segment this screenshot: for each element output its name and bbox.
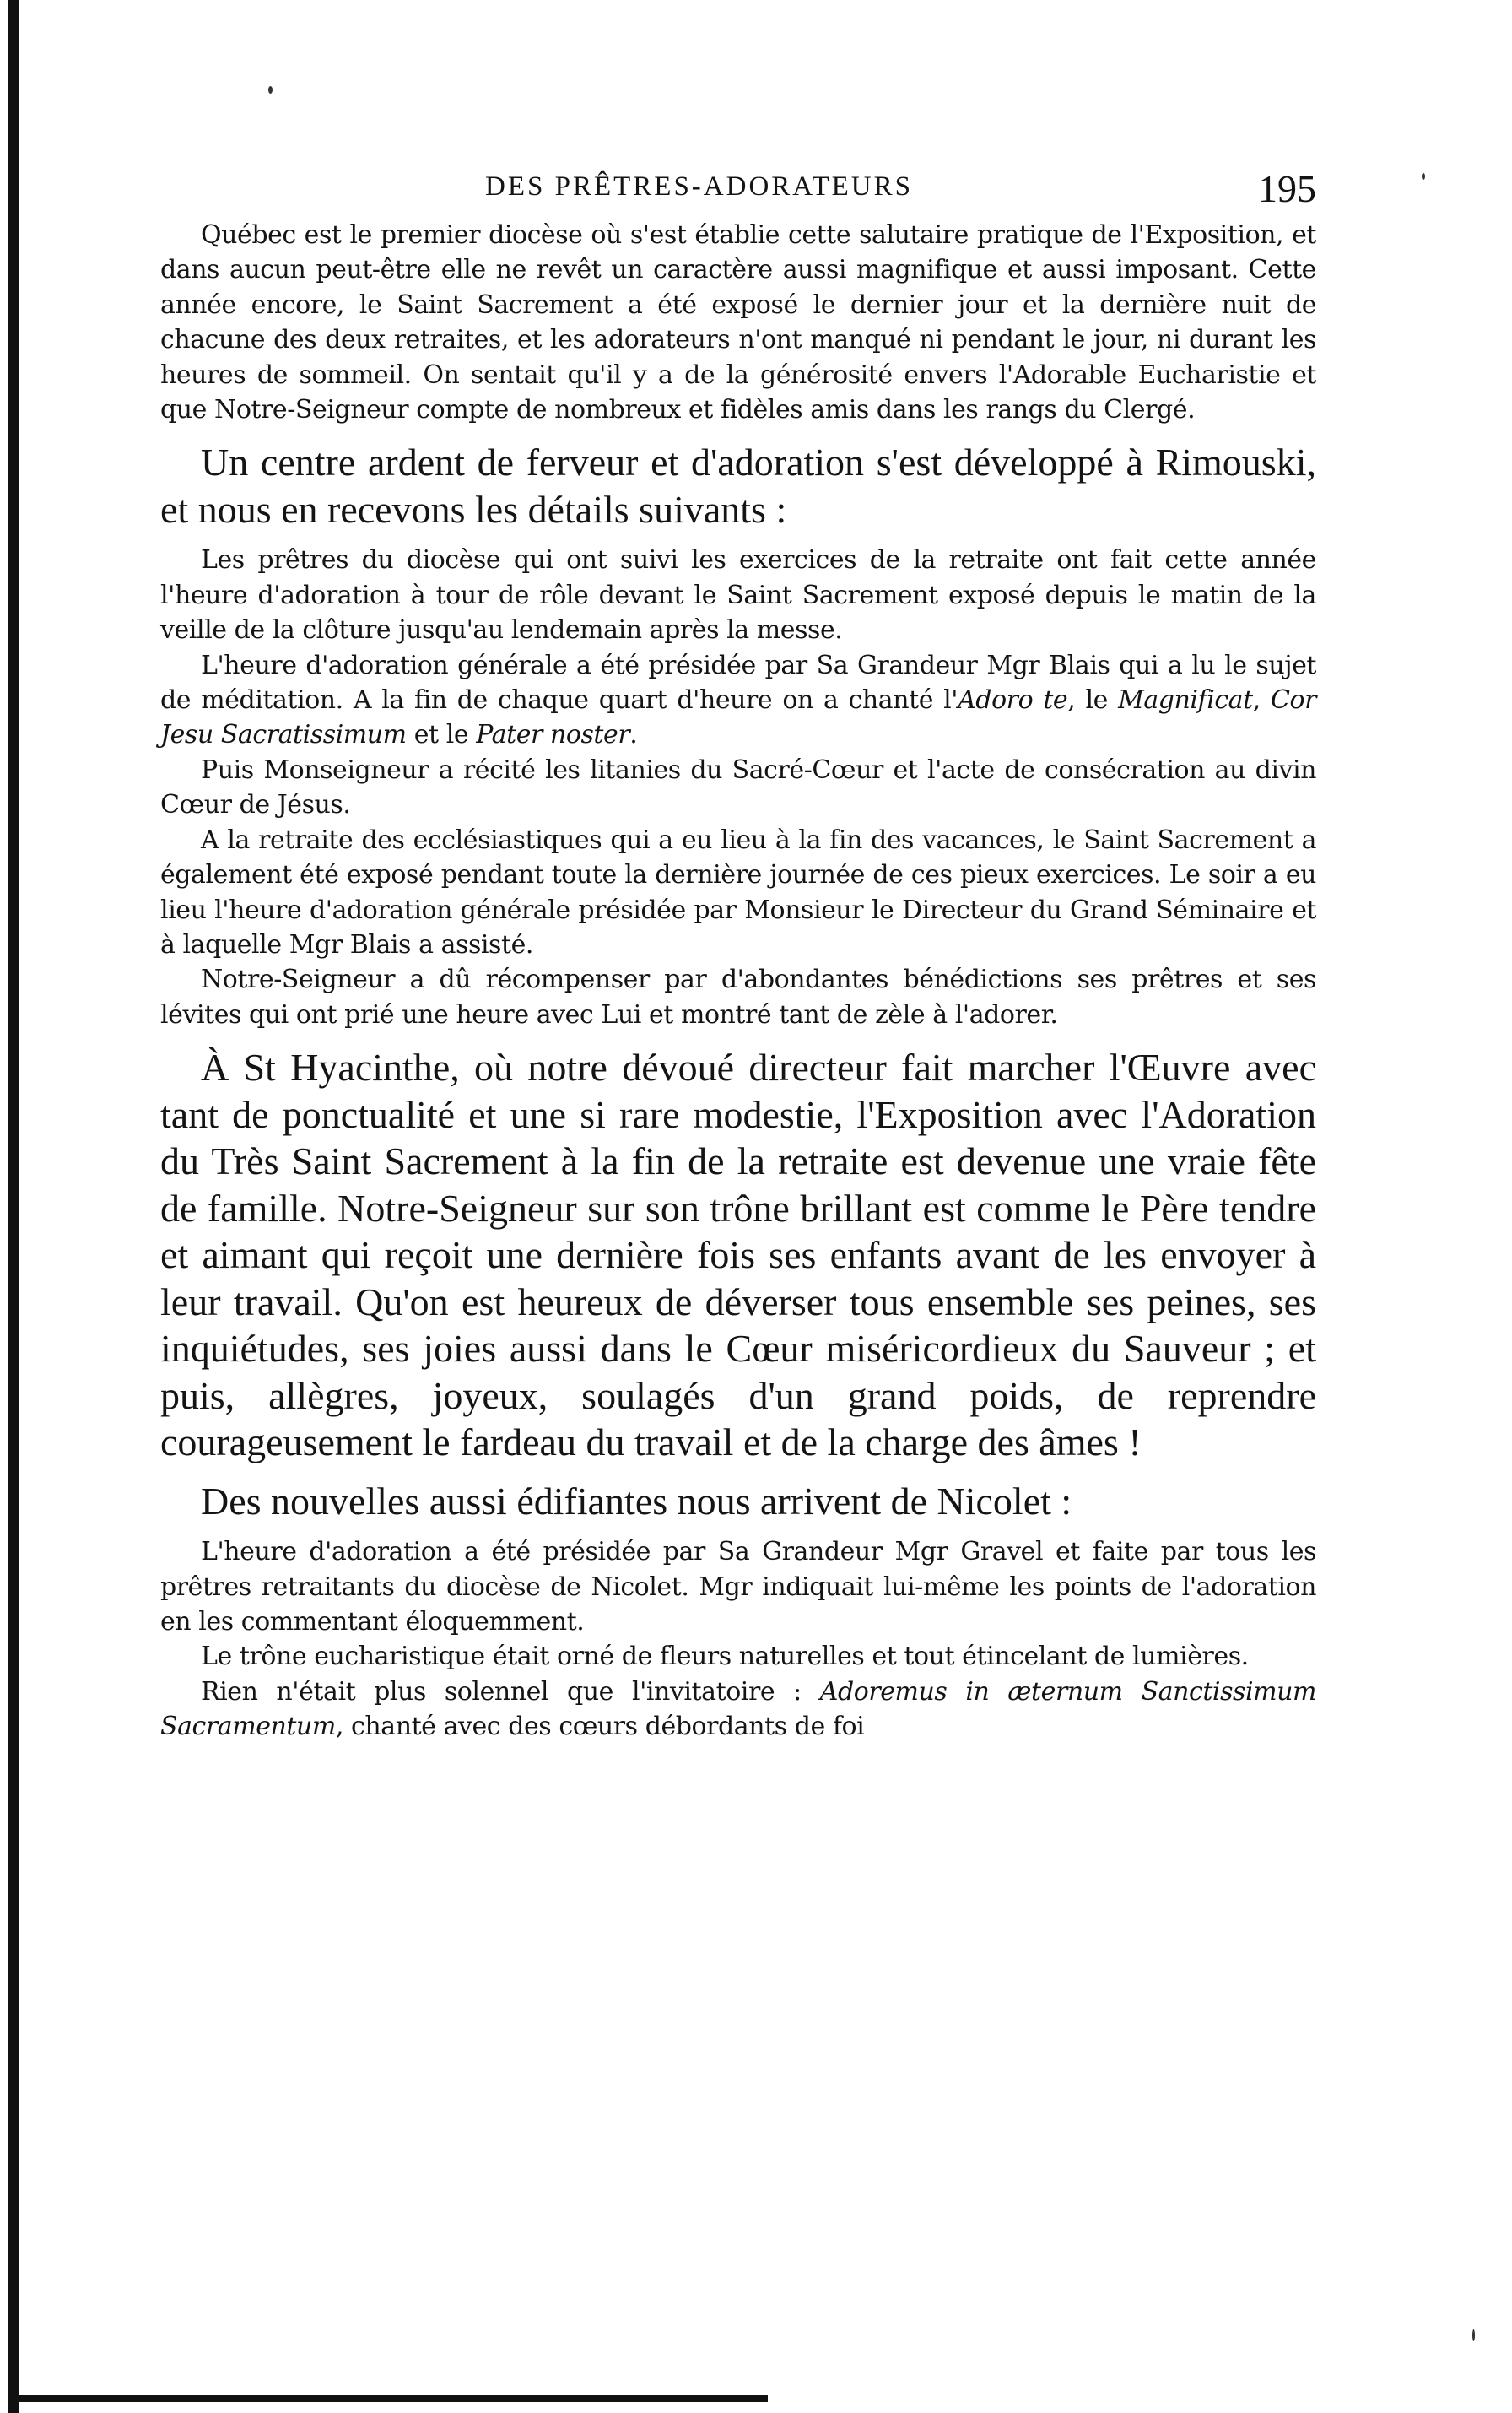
page-header [160, 167, 1316, 212]
paragraph-rimouski-intro: Un centre ardent de ferveur et d'adoration s'est développé à Rimouski, et nous en recevons les détails suivants : [160, 441, 1316, 531]
paragraph-quebec: Québec est le premier diocèse où s'est établie cette salutaire pratique de l'Exposition, et dans aucun peut-être elle ne revêt un caractère aussi magnifique et aussi imposant. Cette année encore, le Saint Sacrement a été exposé le dernier jour et la dernière nuit de chacune des deux retraites, et les adorateurs n'ont manqué ni pendant le jour, ni durant les heures de sommeil. On sentait qu'il y a de la générosité envers l'Adorable Eucharistie et que Notre-Seigneur compte de nombreux et fidèles amis dans les rangs du Clergé. [160, 220, 1316, 425]
italic-adoro-te: Adoro te [958, 685, 1068, 716]
italic-pater-noster: Pater noster [476, 720, 630, 750]
running-title: DES PRÊTRES-ADORATEURS [485, 171, 913, 202]
text-run: , chanté avec des cœurs débordants de foi [335, 1712, 865, 1742]
paragraph-nicolet-3 [160, 1674, 1316, 1745]
scan-speck [1472, 2329, 1475, 2341]
text-run: . [629, 720, 638, 750]
page-number: 195 [1258, 167, 1316, 210]
italic-cor-jesu: Cor Jesu Sacratissimum [160, 685, 1316, 750]
scan-edge-left [8, 0, 19, 2413]
paragraph-rimouski-5: Notre-Seigneur a dû récompenser par d'abondantes bénédictions ses prêtres et ses lévites qui ont prié une heure avec Lui et montré tant de zèle à l'adorer. [160, 965, 1316, 1030]
text-run: et le [406, 720, 477, 750]
body-text [160, 218, 1316, 1745]
italic-adoremus: Adoremus in æternum Sanctissimum Sacramentum [160, 1676, 1316, 1742]
paragraph-rimouski-4: A la retraite des ecclésiastiques qui a eu lieu à la fin des vacances, le Saint Sacrement a également été exposé pendant toute la dernière journée de ces pieux exercices. Le soir a eu lieu l'heure d'adoration générale présidée par Monsieur le Directeur du Grand Séminaire et à laquelle Mgr Blais a assisté. [160, 825, 1316, 960]
scan-edge-bottom [8, 2395, 768, 2402]
paragraph-rimouski-3: Puis Monseigneur a récité les litanies du Sacré-Cœur et l'acte de consécration au divin Cœur de Jésus. [160, 755, 1316, 820]
paragraph-nicolet-1: L'heure d'adoration a été présidée par Sa Grandeur Mgr Gravel et faite par tous les prêtres retraitants du diocèse de Nicolet. Mgr indiquait lui-même les points de l'adoration en les commentant éloquemment. [160, 1537, 1316, 1637]
text-run: , [1252, 685, 1271, 716]
text-run: , le [1067, 685, 1119, 716]
italic-magnificat: Magnificat [1118, 685, 1253, 716]
text-run: L'heure d'adoration générale a été présidée par Sa Grandeur Mgr Blais qui a lu le sujet de méditation. A la fin de chaque quart d'heure on a chanté l' [160, 650, 1316, 716]
scan-speck [268, 86, 273, 94]
paragraph-rimouski-1: Les prêtres du diocèse qui ont suivi les exercices de la retraite ont fait cette année l'heure d'adoration à tour de rôle devant le Saint Sacrement exposé depuis le matin de la veille de la clôture jusqu'au lendemain après la messe. [160, 545, 1316, 646]
paragraph-hyacinthe: À St Hyacinthe, où notre dévoué directeur fait marcher l'Œuvre avec tant de ponctualité et une si rare modestie, l'Exposition avec l'Adoration du Très Saint Sacrement à la fin de la retraite est devenue une vraie fête de famille. Notre-Seigneur sur son trône brillant est comme le Père tendre et aimant qui reçoit une dernière fois ses enfants avant de les envoyer à leur travail. Qu'on est heureux de déverser tous ensemble ses peines, ses inquiétudes, ses joies aussi dans le Cœur miséricordieux du Sauveur ; et puis, allègres, joyeux, soulagés d'un grand poids, de reprendre courageusement le fardeau du travail et de la charge des âmes ! [160, 1046, 1316, 1464]
text-run: Rien n'était plus solennel que l'invitatoire : [201, 1676, 820, 1707]
paragraph-nicolet-intro: Des nouvelles aussi édifiantes nous arrivent de Nicolet : [201, 1479, 1072, 1523]
paragraph-rimouski-2 [160, 648, 1316, 753]
scan-speck [1422, 173, 1425, 180]
paragraph-nicolet-2: Le trône eucharistique était orné de fleurs naturelles et tout étincelant de lumières. [201, 1642, 1249, 1672]
